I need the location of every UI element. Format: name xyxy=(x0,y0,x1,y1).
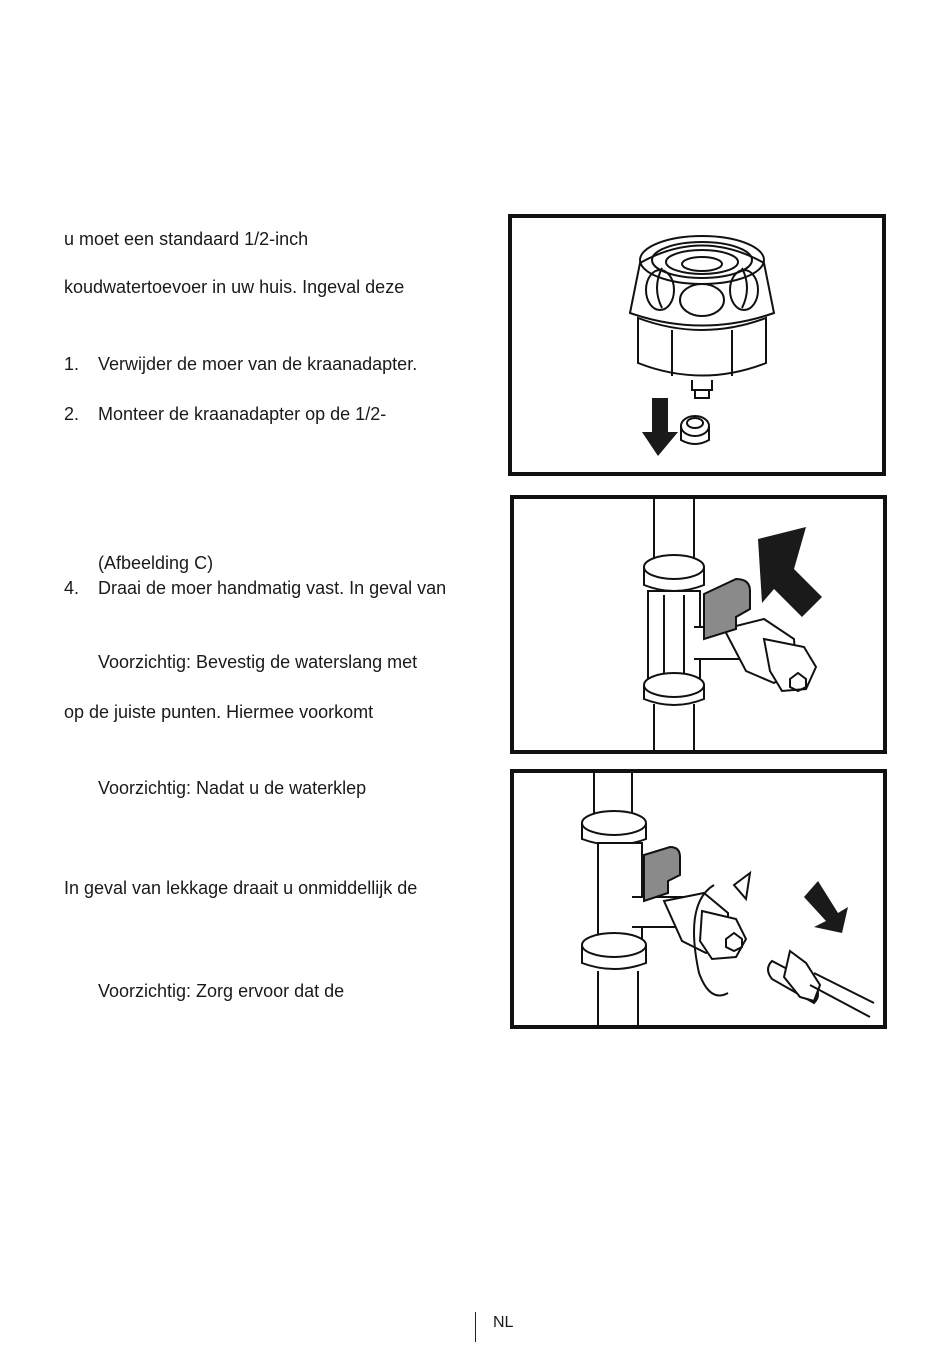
body-line-1: u moet een standaard 1/2-inch xyxy=(64,229,309,249)
hose-connection-illustration xyxy=(514,773,883,1025)
caution-2: Voorzichtig: Nadat u de waterklep xyxy=(98,778,367,798)
step-2-text: Monteer de kraanadapter op de 1/2- xyxy=(98,404,387,424)
caution-1: Voorzichtig: Bevestig de waterslang met xyxy=(98,652,418,672)
figure-hose-connection xyxy=(510,769,887,1029)
step-1-number: 1. xyxy=(64,354,80,374)
figure-valve xyxy=(510,495,887,754)
figure-tap-adapter xyxy=(508,214,886,476)
step-1-text: Verwijder de moer van de kraanadapter. xyxy=(98,354,418,374)
footer-divider xyxy=(475,1312,476,1342)
figure-reference: (Afbeelding C) xyxy=(98,553,214,573)
step-4-text: Draai de moer handmatig vast. In geval van xyxy=(98,578,447,598)
caution-1-continued: op de juiste punten. Hiermee voorkomt xyxy=(64,702,374,722)
language-label: NL xyxy=(493,1314,514,1331)
caution-3: Voorzichtig: Zorg ervoor dat de xyxy=(98,981,345,1001)
leak-instruction: In geval van lekkage draait u onmiddellijk de xyxy=(64,878,418,898)
step-2-number: 2. xyxy=(64,404,80,424)
body-line-2: koudwatertoevoer in uw huis. Ingeval deze xyxy=(64,277,405,297)
tap-adapter-illustration xyxy=(512,218,882,472)
step-4-number: 4. xyxy=(64,578,80,598)
valve-illustration xyxy=(514,499,883,750)
